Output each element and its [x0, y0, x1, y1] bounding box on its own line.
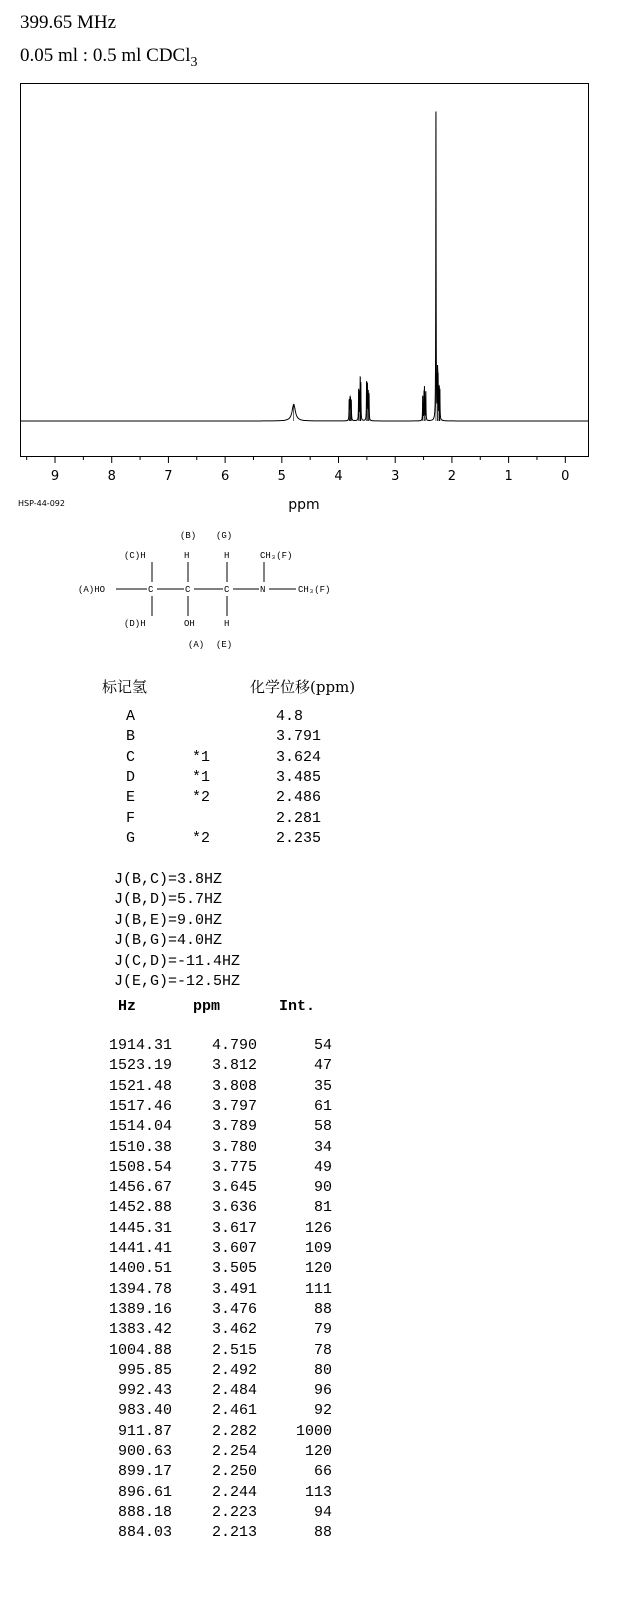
- assignment-note: *2: [192, 789, 211, 807]
- peak-ppm: 2.461: [211, 1402, 257, 1420]
- peak-hz: 888.18: [117, 1503, 172, 1521]
- peak-int: 47: [313, 1057, 332, 1075]
- assignment-header-shift: 化学位移(ppm): [250, 678, 356, 696]
- x-tick-label: 7: [164, 469, 173, 484]
- peak-ppm: 3.607: [211, 1240, 257, 1257]
- assignment-label: D: [126, 768, 136, 786]
- assignment-label: G: [126, 829, 136, 847]
- peak-hz: 995.85: [117, 1361, 172, 1379]
- peak-int: 81: [313, 1199, 332, 1217]
- label-c-h: (C)H: [124, 551, 146, 561]
- peak-int: 96: [313, 1382, 332, 1400]
- label-d-h: (D)H: [124, 619, 146, 629]
- peak-int: 94: [313, 1503, 332, 1521]
- coupling-constant: J(E,G)=-12.5HZ: [114, 973, 241, 990]
- assignment-ppm: 3.624: [276, 748, 322, 766]
- peak-int: 92: [313, 1402, 332, 1420]
- atom-c2: C: [185, 585, 191, 595]
- x-tick-label: 0: [561, 469, 570, 484]
- peak-ppm: 3.789: [211, 1118, 257, 1136]
- peak-int: 35: [313, 1077, 332, 1095]
- peak-marks: [294, 112, 440, 421]
- assignment-note: *1: [192, 748, 211, 766]
- peak-int: 109: [304, 1240, 332, 1257]
- peak-hz: 1452.88: [108, 1199, 172, 1217]
- assignment-label: E: [126, 789, 136, 807]
- peak-int: 61: [313, 1097, 332, 1115]
- label-h-e: H: [224, 619, 230, 629]
- peak-hz: 983.40: [117, 1402, 172, 1420]
- peak-int: 66: [313, 1463, 332, 1481]
- assignment-ppm: 2.486: [276, 789, 322, 807]
- peak-ppm: 3.636: [211, 1199, 257, 1217]
- assignment-note: *2: [192, 829, 211, 847]
- label-oh: OH: [184, 619, 195, 629]
- peak-ppm: 3.617: [211, 1219, 257, 1237]
- assignment-header-label: 标记氢: [102, 678, 148, 696]
- peak-int: 54: [313, 1037, 332, 1054]
- peak-hz: 1441.41: [108, 1240, 172, 1257]
- atom-c1: C: [148, 585, 154, 595]
- peak-ppm: 2.244: [211, 1483, 257, 1501]
- peak-ppm: 2.282: [211, 1422, 257, 1440]
- peak-int: 113: [304, 1483, 332, 1501]
- peak-ppm: 3.505: [211, 1260, 257, 1278]
- peak-int: 78: [313, 1341, 332, 1359]
- peak-hz: 1400.51: [108, 1260, 172, 1278]
- spectrometer-frequency: 399.65 MHz: [20, 12, 117, 33]
- x-tick-label: 4: [334, 469, 343, 484]
- label-b-top: (B): [180, 531, 197, 541]
- x-tick-label: 6: [220, 469, 230, 484]
- plot-frame: [21, 84, 589, 457]
- spectrum-trace: [21, 112, 588, 421]
- label-h-b: H: [184, 551, 190, 561]
- assignment-ppm: 3.791: [276, 728, 322, 746]
- assignment-ppm: 4.8: [276, 708, 304, 725]
- peak-hz: 1508.54: [108, 1158, 172, 1176]
- coupling-constant: J(B,G)=4.0HZ: [114, 932, 223, 950]
- peak-ppm: 2.484: [211, 1382, 257, 1400]
- x-tick-label: 5: [277, 469, 286, 484]
- atom-c3: C: [224, 585, 230, 595]
- x-tick-label: 1: [504, 469, 513, 484]
- label-a-bottom: (A): [188, 640, 205, 650]
- assignment-ppm: 3.485: [276, 768, 322, 786]
- peak-ppm: 3.645: [211, 1179, 257, 1197]
- peak-hz: 1521.48: [108, 1077, 172, 1095]
- peak-ppm: 2.515: [211, 1341, 257, 1359]
- peak-int: 88: [313, 1524, 332, 1542]
- molecule-structure: [70, 526, 370, 654]
- assignment-ppm: 2.281: [276, 809, 322, 827]
- peak-int: 80: [313, 1361, 332, 1379]
- label-a-ho: (A)HO: [78, 585, 106, 595]
- peak-header-hz: Hz: [118, 998, 137, 1015]
- peak-hz: 899.17: [117, 1463, 172, 1481]
- peak-hz: 1914.31: [108, 1037, 172, 1054]
- peak-header-int: Int.: [279, 998, 316, 1015]
- peak-hz: 1004.88: [108, 1341, 172, 1359]
- x-axis-label: ppm: [288, 497, 320, 513]
- assignment-label: A: [126, 708, 136, 725]
- peak-int: 111: [304, 1280, 332, 1298]
- peak-header-ppm: ppm: [193, 998, 221, 1015]
- peak-ppm: 2.213: [211, 1524, 257, 1542]
- peak-hz: 911.87: [117, 1422, 172, 1440]
- sample-subscript: 3: [190, 54, 198, 70]
- label-e-bottom: (E): [216, 640, 233, 650]
- peak-int: 90: [313, 1179, 332, 1197]
- peak-hz: 1394.78: [108, 1280, 172, 1298]
- peak-hz: 992.43: [117, 1382, 172, 1400]
- peak-hz: 1510.38: [108, 1138, 172, 1156]
- peak-hz: 1383.42: [108, 1321, 172, 1339]
- assignment-ppm: 2.235: [276, 829, 322, 847]
- peak-int: 88: [313, 1300, 332, 1318]
- peak-hz: 1445.31: [108, 1219, 172, 1237]
- assignment-label: C: [126, 748, 136, 766]
- label-h-g: H: [224, 551, 230, 561]
- peak-ppm: 4.790: [211, 1037, 257, 1054]
- x-tick-label: 8: [107, 469, 116, 484]
- atom-n: N: [260, 585, 266, 595]
- sample-main: 0.05 ml : 0.5 ml CDCl: [20, 45, 191, 66]
- peak-hz: 1514.04: [108, 1118, 172, 1136]
- peak-ppm: 3.808: [211, 1077, 257, 1095]
- nmr-spectrum-chart: [0, 0, 626, 520]
- x-tick-label: 2: [447, 469, 457, 484]
- peak-ppm: 3.491: [211, 1280, 257, 1298]
- label-g-top: (G): [216, 531, 233, 541]
- peak-int: 79: [313, 1321, 332, 1339]
- spectrum-code: HSP-44-092: [18, 499, 65, 508]
- peak-hz: 896.61: [117, 1483, 172, 1501]
- peak-ppm: 3.462: [211, 1321, 257, 1339]
- peak-ppm: 3.775: [211, 1158, 257, 1176]
- peak-int: 120: [304, 1443, 332, 1460]
- peak-int: 58: [313, 1118, 332, 1136]
- peak-ppm: 3.797: [211, 1097, 257, 1115]
- label-ch3-f-right: CH₃(F): [298, 585, 331, 595]
- peak-ppm: 3.476: [211, 1300, 257, 1318]
- assignment-label: B: [126, 728, 136, 746]
- peak-int: 120: [304, 1260, 332, 1278]
- peak-ppm: 2.254: [211, 1443, 257, 1460]
- assignment-note: *1: [192, 768, 211, 786]
- assignment-label: F: [126, 809, 136, 827]
- peak-hz: 1456.67: [108, 1179, 172, 1197]
- coupling-constant: J(B,E)=9.0HZ: [114, 911, 223, 929]
- coupling-constant: J(B,C)=3.8HZ: [114, 871, 223, 888]
- peak-ppm: 2.250: [211, 1463, 257, 1481]
- peak-ppm: 2.492: [211, 1361, 257, 1379]
- coupling-constant: J(C,D)=-11.4HZ: [114, 952, 241, 970]
- peak-ppm: 3.780: [211, 1138, 257, 1156]
- x-tick-label: 9: [50, 469, 60, 484]
- peak-hz: 884.03: [117, 1524, 172, 1542]
- x-tick-label: 3: [391, 469, 400, 484]
- peak-ppm: 3.812: [211, 1057, 257, 1075]
- peak-ppm: 2.223: [211, 1503, 257, 1521]
- peak-hz: 900.63: [117, 1443, 172, 1460]
- peak-int: 49: [313, 1158, 332, 1176]
- peak-hz: 1523.19: [108, 1057, 172, 1075]
- coupling-constant: J(B,D)=5.7HZ: [114, 891, 223, 909]
- peak-int: 34: [313, 1138, 332, 1156]
- label-ch3-f-top: CH₃(F): [260, 551, 293, 561]
- peak-int: 126: [304, 1219, 332, 1237]
- peak-hz: 1517.46: [108, 1097, 172, 1115]
- peak-hz: 1389.16: [108, 1300, 172, 1318]
- x-axis-ticks: [27, 456, 566, 463]
- peak-int: 1000: [295, 1422, 332, 1440]
- x-axis-tick-labels: [51, 469, 570, 484]
